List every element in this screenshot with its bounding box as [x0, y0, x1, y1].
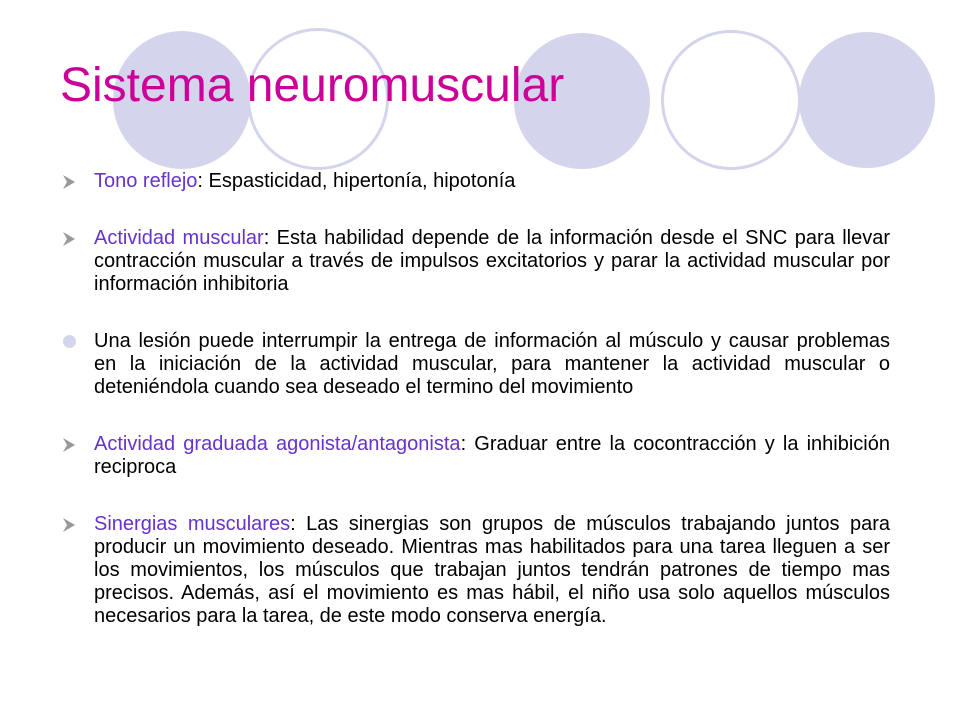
term-separator: :	[197, 170, 209, 192]
list-item-tono-reflejo	[58, 170, 890, 193]
bullet-list	[58, 170, 890, 628]
item-text: Las sinergias son grupos de músculos trabajando juntos para producir un movimiento deseado. Mientras mas habilitados para una tarea lleguen a ser los movimientos, los músculos que trabajan juntos tendrán patrones de tiempo mas precisos. Además, así el movimiento es mas hábil, el niño usa solo aquellos músculos necesarios para la tarea, de este modo conserva energía.	[94, 513, 890, 627]
item-text: Graduar entre la cocontracción y la inhibición reciproca	[94, 433, 890, 478]
list-item-actividad-graduada	[58, 433, 890, 479]
arrow-bullet-icon	[58, 170, 80, 193]
arrow-bullet-icon	[58, 433, 80, 456]
circle-bullet-icon	[58, 330, 80, 353]
item-text: Espasticidad, hipertonía, hipotonía	[208, 170, 516, 192]
arrow-bullet-icon	[58, 513, 80, 536]
item-text: Una lesión puede interrumpir la entrega de información al músculo y causar problemas en la iniciación de la actividad muscular, para mantener la actividad muscular o deteniéndola cuando sea deseado el termino del movimiento	[94, 330, 890, 398]
term-label: Actividad muscular	[94, 227, 264, 249]
term-separator: :	[290, 513, 307, 535]
item-text: Esta habilidad depende de la información desde el SNC para llevar contracción muscular a través de impulsos excitatorios y parar la actividad muscular por información inhibitoria	[94, 227, 890, 295]
term-label: Sinergias musculares	[94, 513, 291, 535]
term-separator: :	[263, 227, 277, 249]
decor-outline-circle-icon	[661, 30, 801, 170]
decor-filled-circle-icon	[799, 32, 935, 168]
term-label: Tono reflejo	[94, 170, 198, 192]
term-label: Actividad graduada agonista/antagonista	[94, 433, 461, 455]
list-item-actividad-muscular	[58, 227, 890, 296]
arrow-bullet-icon	[58, 227, 80, 250]
list-item-lesion	[58, 330, 890, 399]
list-item-sinergias	[58, 513, 890, 628]
term-separator: :	[460, 433, 475, 455]
slide-title: Sistema neuromuscular	[60, 59, 565, 112]
